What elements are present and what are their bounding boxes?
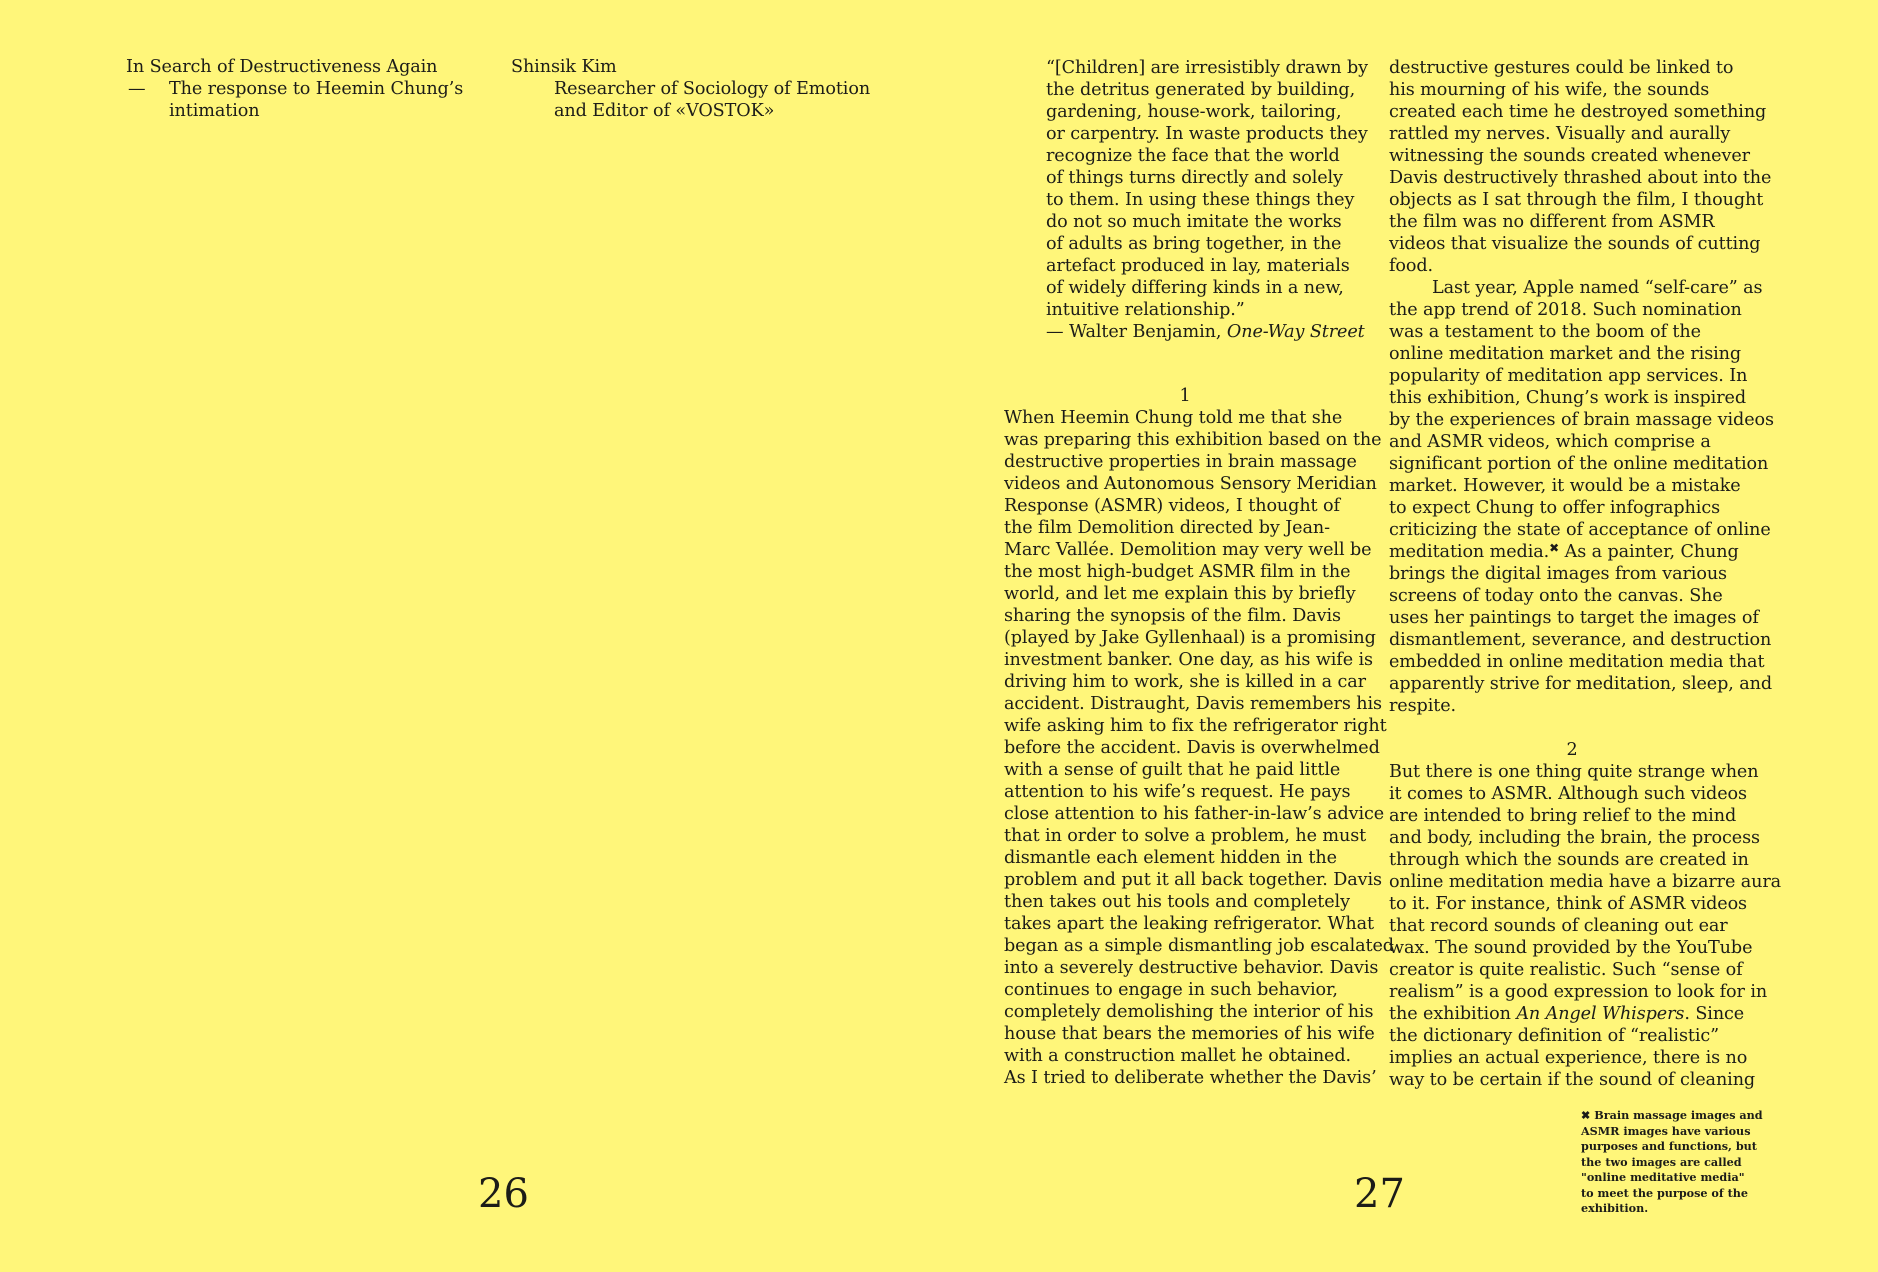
page-number-right: 27: [1354, 1171, 1405, 1217]
body-line: uses her paintings to target the images of: [1389, 608, 1759, 628]
body-line: before the accident. Davis is overwhelmed: [1004, 738, 1380, 758]
epigraph-line: the detritus generated by building,: [1046, 80, 1356, 100]
epigraph-line: artefact produced in lay, materials: [1046, 256, 1350, 276]
column-1: [1004, 385, 1394, 1089]
body-line: popularity of meditation app services. In: [1389, 366, 1748, 386]
epigraph-line: recognize the face that the world: [1046, 146, 1340, 166]
body-line-with-footnote: meditation media.✖ As a painter, Chung: [1389, 541, 1739, 562]
body-line: the film was no different from ASMR: [1389, 212, 1715, 232]
body-line: driving him to work, she is killed in a car: [1004, 672, 1366, 692]
body-line: house that bears the memories of his wife: [1004, 1024, 1375, 1044]
essay-subtitle-line-1: — The response to Heemin Chung’s: [128, 79, 464, 99]
body-line: to it. For instance, think of ASMR videos: [1389, 894, 1747, 914]
body-line: But there is one thing quite strange when: [1389, 762, 1759, 782]
body-line: accident. Distraught, Davis remembers his: [1004, 694, 1382, 714]
body-line: wax. The sound provided by the YouTube: [1389, 938, 1753, 958]
author-block: [511, 56, 870, 122]
body-line: are intended to bring relief to the mind: [1389, 806, 1737, 826]
body-line: continues to engage in such behavior,: [1004, 980, 1338, 1000]
body-line: problem and put it all back together. Davis: [1004, 870, 1382, 890]
body-line: the film Demolition directed by Jean-: [1004, 518, 1330, 538]
body-line: embedded in online meditation media that: [1389, 652, 1765, 672]
epigraph-line: of widely differing kinds in a new,: [1046, 278, 1344, 298]
body-line: world, and let me explain this by briefly: [1004, 584, 1356, 604]
body-line: significant portion of the online meditation: [1389, 454, 1769, 474]
body-line: close attention to his father-in-law’s advice: [1004, 804, 1385, 824]
body-line: it comes to ASMR. Although such videos: [1389, 784, 1747, 804]
body-line: Last year, Apple named “self-care” as: [1432, 278, 1763, 298]
exhibition-title: An Angel Whispers: [1516, 1004, 1685, 1024]
footnote: [1581, 1108, 1763, 1217]
body-line: dismantlement, severance, and destruction: [1389, 630, 1772, 650]
body-line: Marc Vallée. Demolition may very well be: [1004, 540, 1372, 560]
body-line: that in order to solve a problem, he must: [1004, 826, 1367, 846]
body-line: screens of today onto the canvas. She: [1389, 586, 1723, 606]
section-number-2: 2: [1566, 740, 1578, 760]
epigraph-source: One-Way Street: [1226, 322, 1365, 342]
epigraph-line: “[Children] are irresistibly drawn by: [1046, 58, 1368, 78]
body-line: objects as I sat through the film, I thought: [1389, 190, 1764, 210]
epigraph-line: or carpentry. In waste products they: [1046, 124, 1368, 144]
body-line: sharing the synopsis of the film. Davis: [1004, 606, 1341, 626]
body-line: creator is quite realistic. Such “sense of: [1389, 960, 1743, 980]
body-line: completely demolishing the interior of his: [1004, 1002, 1374, 1022]
body-line: rattled my nerves. Visually and aurally: [1389, 124, 1731, 144]
body-line: attention to his wife’s request. He pays: [1004, 782, 1351, 802]
epigraph-line: of things turns directly and solely: [1046, 168, 1343, 188]
body-line: way to be certain if the sound of cleaning: [1389, 1070, 1756, 1090]
body-line: respite.: [1389, 696, 1457, 716]
subtitle-dash: —: [128, 79, 146, 99]
body-line: with a construction mallet he obtained.: [1004, 1046, 1352, 1066]
body-line: online meditation media have a bizarre aura: [1389, 872, 1782, 892]
essay-title: In Search of Destructiveness Again: [126, 57, 438, 77]
body-line: market. However, it would be a mistake: [1389, 476, 1741, 496]
epigraph-line: gardening, house-work, tailoring,: [1046, 102, 1342, 122]
body-line: with a sense of guilt that he paid little: [1004, 760, 1341, 780]
body-line: implies an actual experience, there is no: [1389, 1048, 1748, 1068]
body-line: dismantle each element hidden in the: [1004, 848, 1337, 868]
body-line: through which the sounds are created in: [1389, 850, 1749, 870]
body-line: this exhibition, Chung’s work is inspired: [1389, 388, 1746, 408]
body-line: criticizing the state of acceptance of online: [1389, 520, 1771, 540]
footnote-marker-icon[interactable]: ✖: [1549, 541, 1560, 555]
body-line: realism” is a good expression to look for in: [1389, 982, 1768, 1002]
body-line: by the experiences of brain massage videos: [1389, 410, 1774, 430]
body-line: was preparing this exhibition based on the: [1004, 430, 1382, 450]
footnote-line: ✖ Brain massage images and: [1581, 1108, 1763, 1122]
page-number-left: 26: [478, 1171, 529, 1217]
epigraph-line: intuitive relationship.”: [1046, 300, 1245, 320]
body-line: his mourning of his wife, the sounds: [1389, 80, 1710, 100]
body-line: When Heemin Chung told me that she: [1004, 408, 1343, 428]
epigraph-attribution: — Walter Benjamin, One-Way Street: [1046, 322, 1365, 342]
footnote-line: exhibition.: [1581, 1201, 1649, 1215]
body-line: investment banker. One day, as his wife is: [1004, 650, 1373, 670]
body-line: and ASMR videos, which comprise a: [1389, 432, 1711, 452]
body-line: destructive gestures could be linked to: [1389, 58, 1734, 78]
essay-subtitle-line-2: intimation: [169, 101, 260, 121]
body-line: began as a simple dismantling job escalated: [1004, 936, 1394, 956]
body-line: the most high-budget ASMR film in the: [1004, 562, 1351, 582]
body-line: (played by Jake Gyllenhaal) is a promising: [1004, 628, 1376, 648]
body-line: videos and Autonomous Sensory Meridian: [1004, 474, 1377, 494]
body-line: into a severely destructive behavior. Davis: [1004, 958, 1379, 978]
footnote-line: purposes and functions, but: [1581, 1139, 1757, 1153]
footnote-line: the two images are called: [1581, 1154, 1742, 1169]
epigraph-line: to them. In using these things they: [1046, 190, 1355, 210]
column-2: [1389, 57, 1782, 1091]
body-line: videos that visualize the sounds of cutting: [1389, 234, 1761, 254]
body-line: destructive properties in brain massage: [1004, 452, 1357, 472]
body-line: that record sounds of cleaning out ear: [1389, 916, 1728, 936]
body-line-with-italic: the exhibition An Angel Whispers. Since: [1389, 1004, 1745, 1024]
body-line: wife asking him to fix the refrigerator right: [1004, 716, 1387, 736]
body-line: Davis destructively thrashed about into the: [1389, 168, 1772, 188]
body-line: brings the digital images from various: [1389, 564, 1727, 584]
epigraph: [1046, 57, 1368, 343]
body-line: Response (ASMR) videos, I thought of: [1004, 496, 1340, 516]
body-line: online meditation market and the rising: [1389, 344, 1742, 364]
section-number-1: 1: [1179, 386, 1191, 406]
author-name: Shinsik Kim: [511, 57, 617, 77]
body-line: created each time he destroyed something: [1389, 102, 1767, 122]
footnote-line: ASMR images have various: [1581, 1123, 1751, 1138]
body-line: witnessing the sounds created whenever: [1389, 146, 1750, 166]
body-line: apparently strive for meditation, sleep, and: [1389, 674, 1773, 694]
footnote-mark-icon: ✖: [1581, 1108, 1591, 1122]
body-line: the app trend of 2018. Such nomination: [1389, 300, 1742, 320]
body-line: then takes out his tools and completely: [1004, 892, 1350, 912]
footnote-line: to meet the purpose of the: [1581, 1185, 1749, 1200]
body-line: to expect Chung to offer infographics: [1389, 498, 1721, 518]
body-line: and body, including the brain, the process: [1389, 828, 1760, 848]
body-line: takes apart the leaking refrigerator. What: [1004, 914, 1375, 934]
spacer: [1389, 717, 1755, 739]
author-role-line-1: Researcher of Sociology of Emotion: [554, 79, 871, 99]
body-line: was a testament to the boom of the: [1389, 322, 1701, 342]
author-role-line-2: and Editor of «VOSTOK»: [554, 101, 775, 121]
essay-title-block: [126, 56, 463, 122]
body-line: As I tried to deliberate whether the Davis’: [1004, 1068, 1377, 1088]
body-line: food.: [1389, 256, 1434, 276]
body-line: the dictionary definition of “realistic”: [1389, 1026, 1720, 1046]
footnote-line: "online meditative media": [1581, 1170, 1745, 1184]
epigraph-line: do not so much imitate the works: [1046, 212, 1342, 232]
epigraph-line: of adults as bring together, in the: [1046, 234, 1342, 254]
